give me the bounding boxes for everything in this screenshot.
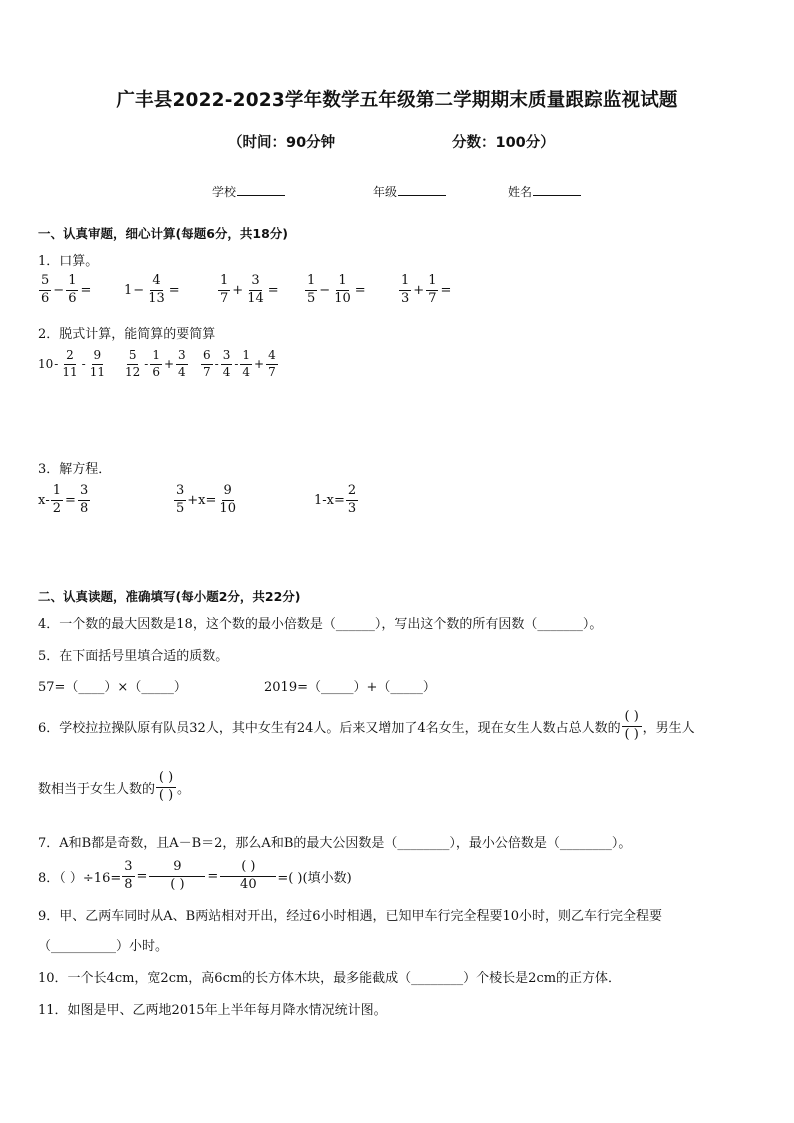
q1-label: 1．口算。 bbox=[38, 254, 99, 269]
q1-item-4: $\frac{1}{5}$ − $\frac{1}{10}$ = bbox=[307, 273, 366, 306]
q6-blank-fraction-2: $\frac{( )}{( )}$ bbox=[156, 771, 176, 804]
section-2-heading: 二、认真读题，准确填写(每小题2分，共22分) bbox=[38, 589, 301, 604]
q1-item-2: 1 − $\frac{4}{13}$ = bbox=[124, 273, 180, 306]
school-field bbox=[212, 183, 285, 200]
q1-item-1: $\frac{5}{6}$ − $\frac{1}{6}$ = bbox=[41, 273, 92, 306]
q5-part-b: 2019=（_____）+（_____） bbox=[264, 680, 436, 695]
grade-blank bbox=[398, 183, 446, 196]
school-blank bbox=[237, 183, 285, 196]
q3-eq-1: x - $\frac{1}{2}$ = $\frac{3}{8}$ bbox=[38, 483, 89, 516]
page-title: 广丰县2022-2023学年数学五年级第二学期期末质量跟踪监视试题 bbox=[116, 90, 678, 111]
name-label: 姓名 bbox=[508, 185, 533, 199]
school-label: 学校 bbox=[212, 185, 237, 199]
exam-score: 分数：100分） bbox=[452, 135, 555, 151]
q3-eq-3: 1-x = $\frac{2}{3}$ bbox=[314, 483, 357, 516]
q6-text-c: 数相当于女生人数的 bbox=[38, 781, 156, 797]
q5-part-a: 57=（____）×（_____） bbox=[38, 680, 187, 695]
exam-time: （时间：90分钟 bbox=[228, 135, 336, 151]
q5: 5．在下面括号里填合适的质数。 bbox=[38, 649, 229, 664]
q2-item-2: $\frac{5}{12}$ - $\frac{1}{6}$ + $\frac{3}{4}$ bbox=[125, 348, 186, 379]
q4: 4．一个数的最大因数是18，这个数的最小倍数是（______），写出这个数的所有因数（_______）。 bbox=[38, 617, 603, 632]
name-field bbox=[508, 183, 581, 200]
q2-item-1: 10 - $\frac{2}{11}$ - $\frac{9}{11}$ bbox=[38, 348, 105, 379]
q3-label: 3．解方程． bbox=[38, 462, 112, 477]
q6-line-2: 数相当于女生人数的 $\frac{( )}{( )}$ 。 bbox=[38, 770, 191, 803]
q10: 10．一个长4cm，宽2cm，高6cm的长方体木块，最多能截成（________）个棱长是2cm的正方体． bbox=[38, 971, 622, 986]
q2-label: 2．脱式计算，能简算的要简算 bbox=[38, 327, 216, 342]
q6-text-a: 6．学校拉拉操队原有队员32人，其中女生有24人。后来又增加了4名女生，现在女生人数占总人数的 bbox=[38, 720, 621, 736]
name-blank bbox=[533, 183, 581, 196]
q1-item-5: $\frac{1}{3}$ + $\frac{1}{7}$ = bbox=[401, 273, 452, 306]
q6-text-b: ，男生人 bbox=[642, 720, 695, 736]
q7: 7．A和B都是奇数，且A－B＝2，那么A和B的最大公因数是（________），最小公倍数是（________）。 bbox=[38, 836, 632, 851]
q3-eq-2: $\frac{3}{5}$ +x = $\frac{9}{10}$ bbox=[176, 483, 236, 516]
section-1-heading: 一、认真审题，细心计算(每题6分，共18分) bbox=[38, 226, 289, 241]
q2-item-3: $\frac{6}{7}$ - $\frac{3}{4}$ - $\frac{1}{4}$ + $\frac{4}{7}$ bbox=[203, 348, 276, 379]
q1-item-3: $\frac{1}{7}$ + $\frac{3}{14}$ = bbox=[220, 273, 279, 306]
q6-line-1 bbox=[38, 710, 695, 743]
grade-field bbox=[373, 183, 446, 200]
q9-line-1: 9．甲、乙两车同时从A、B两站相对开出，经过6小时相遇，已知甲车行完全程要10小时，则乙车行完全程要 bbox=[38, 909, 663, 924]
q6-blank-fraction-1: $\frac{( )}{( )}$ bbox=[622, 710, 642, 743]
q9-line-2: （__________）小时。 bbox=[38, 939, 169, 954]
q11: 11．如图是甲、乙两地2015年上半年每月降水情况统计图。 bbox=[38, 1003, 387, 1018]
q8: 8．（ ）÷16= $\frac{3}{8}$ = $\frac{9}{( )}$ = $\frac{( )}{40}$ =( )(填小数) bbox=[38, 859, 352, 892]
grade-label: 年级 bbox=[373, 185, 398, 199]
